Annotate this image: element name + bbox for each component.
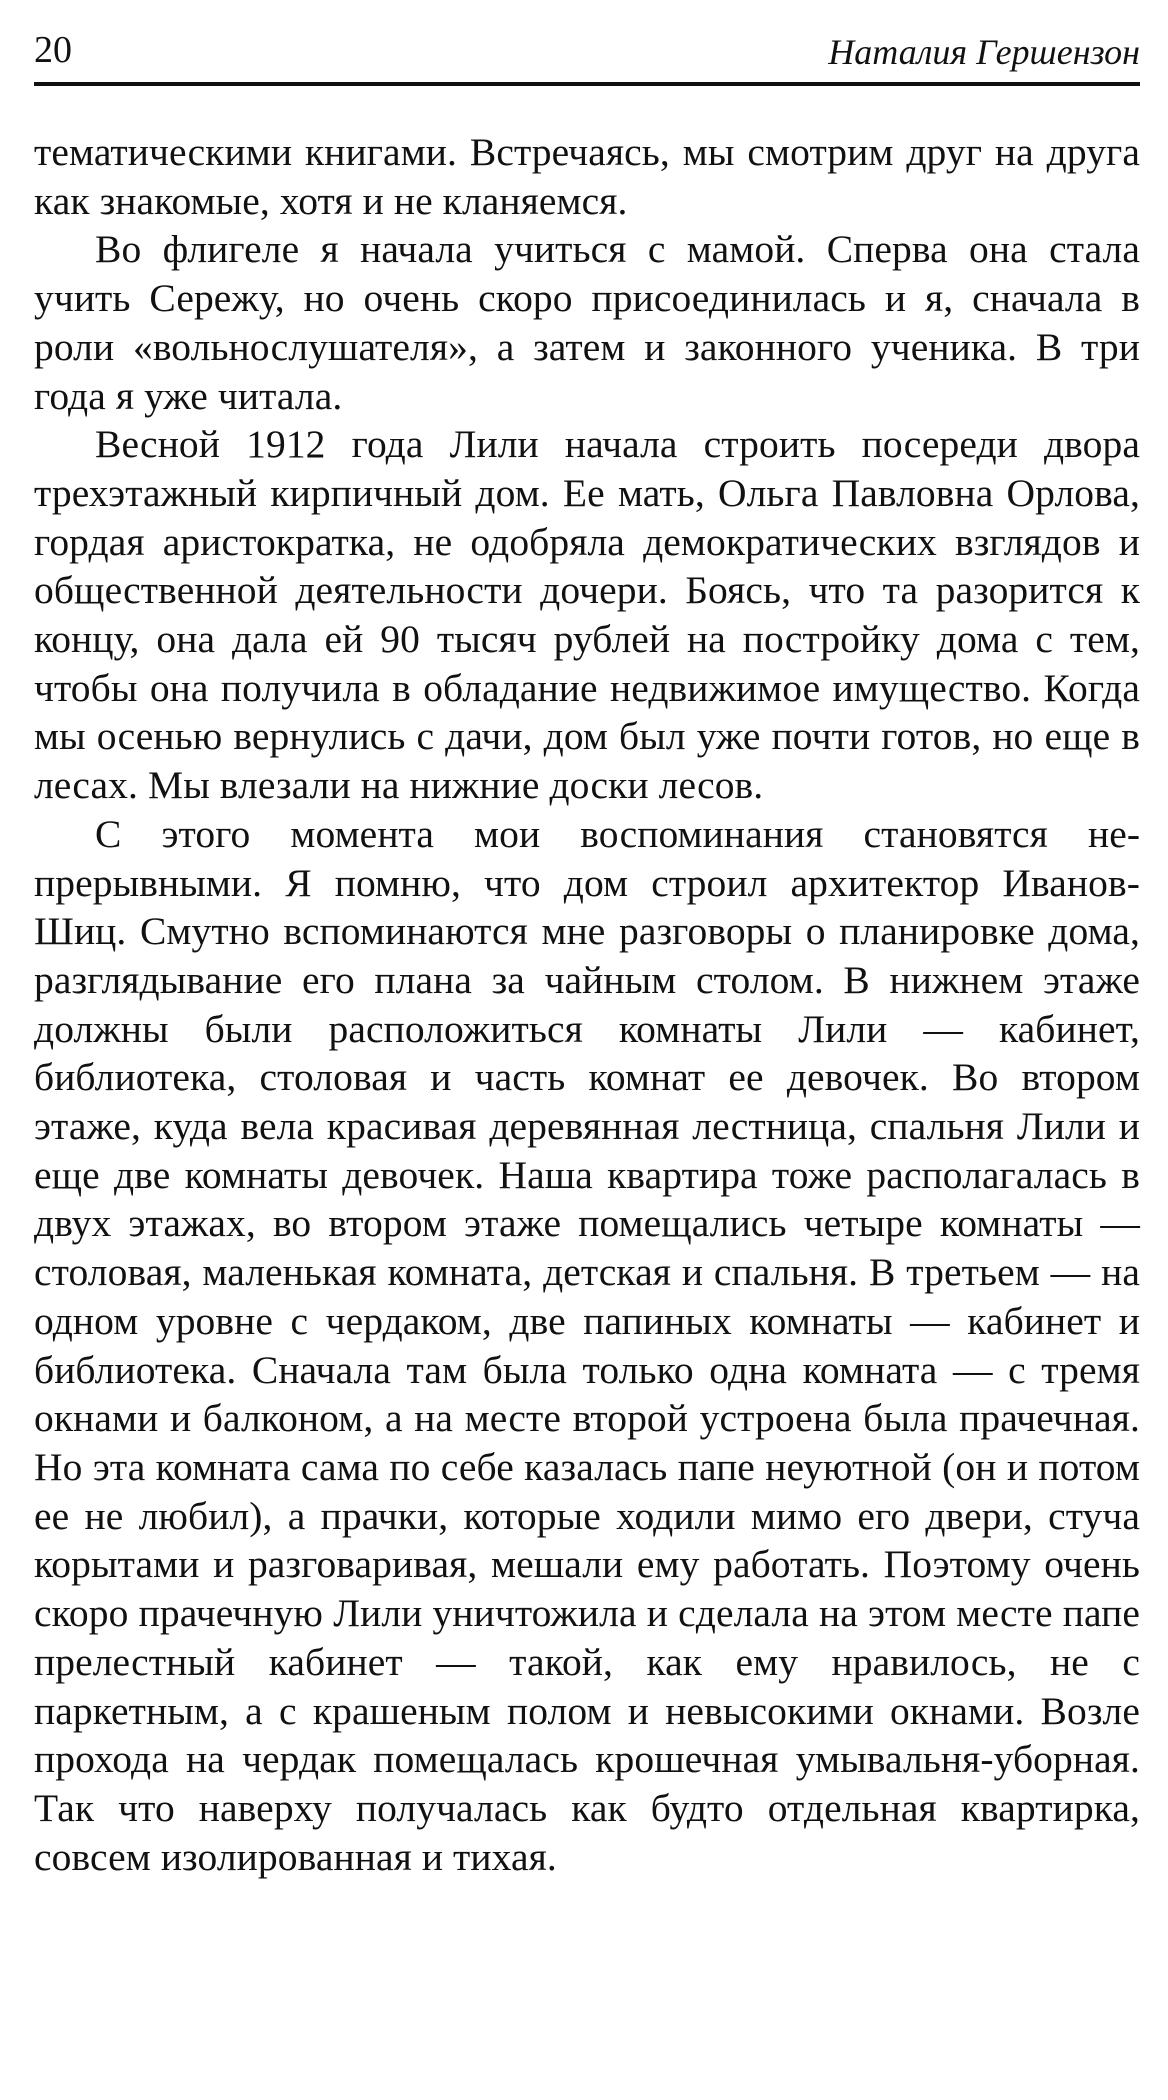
paragraph: Весной 1912 года Лили начала строить посереди двора трехэтажный кирпичный дом. Ее мать, Ольга Павловна Орлова, гордая аристократка, не одобряла демократических взглядов и общественной деятельности дочери. Боясь, что та разорится к концу, она дала ей 90 тысяч рублей на постройку дома с тем, чтобы она получила в обладание недвижимое имущество. Когда мы осенью вернулись с дачи, дом был уже почти готов, но еще в лесах. Мы влезали на нижние доски лесов. <box>34 422 1140 808</box>
page-number: 20 <box>34 29 72 71</box>
paragraph-continuation: тематическими книгами. Встречаясь, мы смотрим друг на друга как знакомые, хотя и не кланяемся. <box>34 130 1140 223</box>
running-title-author: Наталия Гершензон <box>828 32 1140 72</box>
paragraph: С этого момента мои воспоминания становятся непрерывными. Я помню, что дом строил архитектор Иванов-Шиц. Смутно вспоминаются мне разговоры о планировке дома, разглядывание его плана за чайным столом. В нижнем этаже должны были расположиться комнаты Лили — кабинет, библиотека, столовая и часть комнат ее девочек. Во втором этаже, куда вела красивая деревянная лестница, спальня Лили и еще две комнаты девочек. Наша квартира тоже располагалась в двух этажах, во втором этаже помещались четыре комнаты — столовая, маленькая комната, детская и спальня. В третьем — на одном уровне с чердаком, две папиных комнаты — кабинет и библиотека. Сначала там была только одна комната — с тремя окнами и балконом, а на месте второй устроена была прачечная. Но эта комната сама по себе казалась папе неуютной (он и потом ее не любил), а прачки, которые ходили мимо его двери, стуча корытами и разговаривая, мешали ему работать. Поэтому очень скоро прачечную Лили уничтожила и сделала на этом месте папе прелестный кабинет — такой, как ему нравилось, не с паркетным, а с крашеным полом и невысокими окнами. Возле прохода на чердак помещалась крошечная умывальня-уборная. Так что наверху получалась как будто отдельная квартирка, совсем изолированная и тихая. <box>34 811 1140 1879</box>
running-header <box>34 22 1140 86</box>
body-text <box>34 128 1140 1881</box>
paragraph: Во флигеле я начала учиться с мамой. Сперва она стала учить Сережу, но очень скоро присоединилась и я, сначала в роли «вольнослушателя», а затем и законного ученика. В три года я уже читала. <box>34 227 1140 418</box>
book-page <box>34 22 1140 1881</box>
